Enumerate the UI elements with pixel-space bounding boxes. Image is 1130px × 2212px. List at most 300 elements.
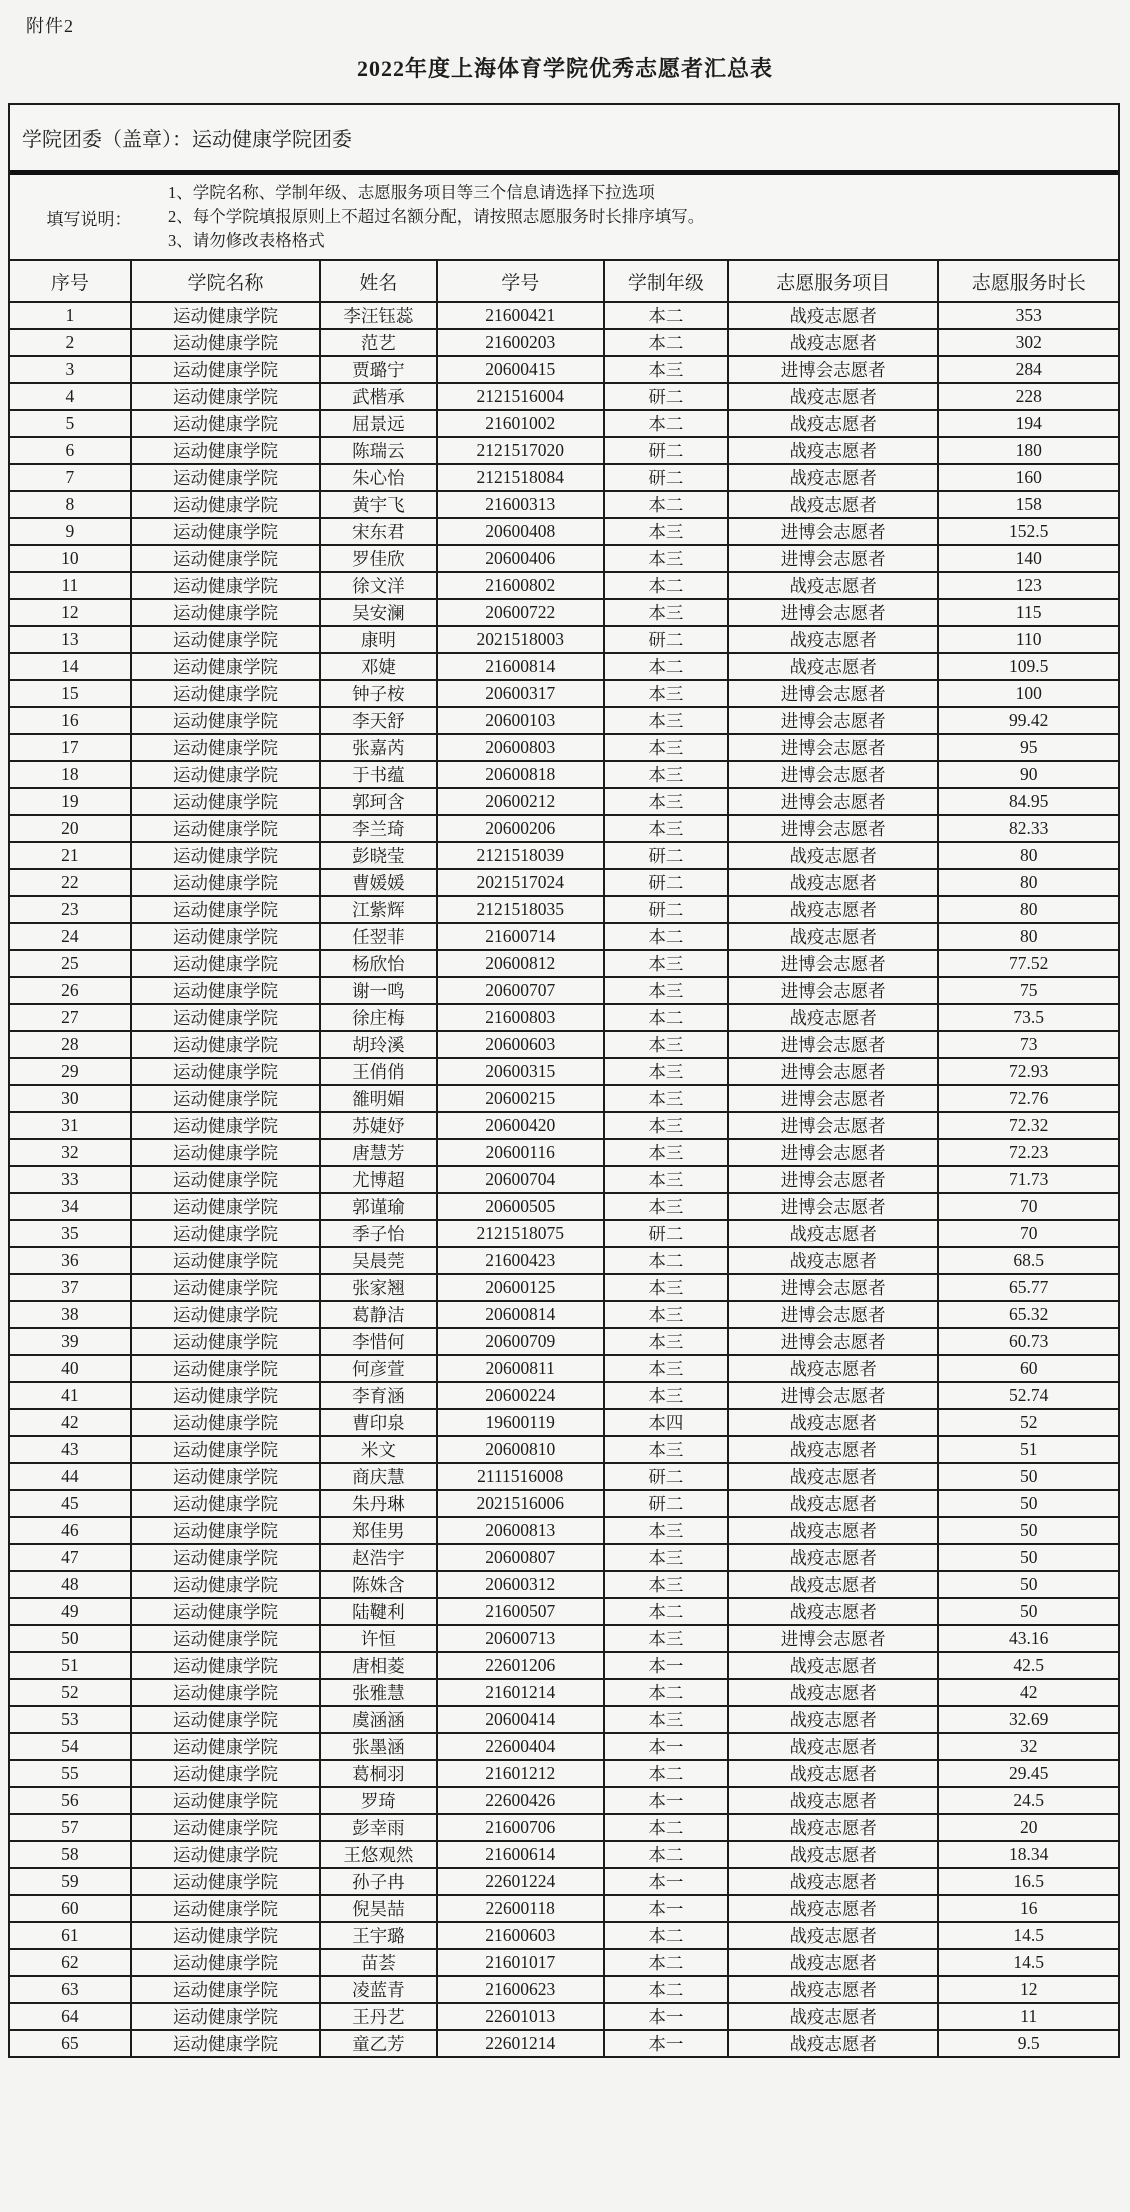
cell-name: 罗佳欣: [320, 545, 436, 572]
cell-college: 运动健康学院: [131, 1328, 320, 1355]
cell-grade: 本三: [604, 356, 728, 383]
cell-grade: 本三: [604, 1625, 728, 1652]
attachment-label: 附件2: [26, 16, 74, 36]
cell-college: 运动健康学院: [131, 1004, 320, 1031]
cell-student-id: 20600408: [437, 518, 604, 545]
cell-hours: 9.5: [938, 2030, 1118, 2056]
table-row: [10, 1409, 1118, 1436]
cell-name: 范艺: [320, 329, 436, 356]
cell-no: 42: [10, 1409, 131, 1436]
cell-grade: 本二: [604, 1760, 728, 1787]
cell-name: 钟子桉: [320, 680, 436, 707]
cell-project: 进博会志愿者: [728, 977, 939, 1004]
cell-name: 杨欣怡: [320, 950, 436, 977]
cell-student-id: 2121518039: [437, 842, 604, 869]
cell-project: 战疫志愿者: [728, 329, 939, 356]
cell-project: 战疫志愿者: [728, 1571, 939, 1598]
cell-hours: 72.32: [938, 1112, 1118, 1139]
table-row: [10, 1517, 1118, 1544]
table-row: [10, 1058, 1118, 1085]
cell-hours: 50: [938, 1571, 1118, 1598]
volunteer-table: [10, 259, 1118, 2056]
cell-project: 战疫志愿者: [728, 869, 939, 896]
college-committee-stamp-text: 学院团委（盖章）：运动健康学院团委: [22, 129, 352, 151]
cell-no: 30: [10, 1085, 131, 1112]
cell-grade: 本二: [604, 923, 728, 950]
cell-student-id: 20600420: [437, 1112, 604, 1139]
cell-student-id: 20600505: [437, 1193, 604, 1220]
cell-grade: 本三: [604, 1544, 728, 1571]
cell-college: 运动健康学院: [131, 1841, 320, 1868]
cell-hours: 180: [938, 437, 1118, 464]
cell-name: 陈瑞云: [320, 437, 436, 464]
cell-no: 18: [10, 761, 131, 788]
cell-college: 运动健康学院: [131, 1355, 320, 1382]
cell-college: 运动健康学院: [131, 1274, 320, 1301]
cell-hours: 14.5: [938, 1922, 1118, 1949]
cell-hours: 110: [938, 626, 1118, 653]
cell-no: 55: [10, 1760, 131, 1787]
cell-hours: 75: [938, 977, 1118, 1004]
cell-student-id: 21600614: [437, 1841, 604, 1868]
cell-project: 战疫志愿者: [728, 491, 939, 518]
cell-project: 战疫志愿者: [728, 1220, 939, 1247]
cell-student-id: 20600116: [437, 1139, 604, 1166]
cell-name: 黄宇飞: [320, 491, 436, 518]
cell-project: 战疫志愿者: [728, 1760, 939, 1787]
table-row: [10, 1301, 1118, 1328]
cell-grade: 本二: [604, 1949, 728, 1976]
cell-hours: 82.33: [938, 815, 1118, 842]
cell-no: 54: [10, 1733, 131, 1760]
cell-project: 战疫志愿者: [728, 1787, 939, 1814]
cell-hours: 80: [938, 869, 1118, 896]
cell-hours: 100: [938, 680, 1118, 707]
cell-grade: 本二: [604, 329, 728, 356]
cell-name: 李育涵: [320, 1382, 436, 1409]
cell-student-id: 21600603: [437, 1922, 604, 1949]
cell-name: 胡玲溪: [320, 1031, 436, 1058]
table-header-row: [10, 260, 1118, 302]
cell-project: 战疫志愿者: [728, 464, 939, 491]
cell-name: 苗荟: [320, 1949, 436, 1976]
cell-college: 运动健康学院: [131, 950, 320, 977]
cell-project: 战疫志愿者: [728, 410, 939, 437]
summary-sheet: [8, 103, 1120, 2058]
table-row: [10, 302, 1118, 329]
cell-no: 11: [10, 572, 131, 599]
fill-instruction-item: 1、学院名称、学制年级、志愿服务项目等三个信息请选择下拉选项: [168, 183, 655, 203]
column-header-project: 志愿服务项目: [728, 260, 939, 302]
cell-student-id: 2121518075: [437, 1220, 604, 1247]
cell-project: 战疫志愿者: [728, 1949, 939, 1976]
cell-no: 57: [10, 1814, 131, 1841]
cell-college: 运动健康学院: [131, 1760, 320, 1787]
table-row: [10, 545, 1118, 572]
cell-hours: 160: [938, 464, 1118, 491]
table-row: [10, 1031, 1118, 1058]
cell-no: 43: [10, 1436, 131, 1463]
cell-college: 运动健康学院: [131, 1247, 320, 1274]
cell-grade: 本三: [604, 707, 728, 734]
cell-college: 运动健康学院: [131, 1733, 320, 1760]
cell-hours: 50: [938, 1598, 1118, 1625]
cell-project: 进博会志愿者: [728, 1085, 939, 1112]
cell-student-id: 20600415: [437, 356, 604, 383]
cell-project: 战疫志愿者: [728, 1544, 939, 1571]
table-row: [10, 1895, 1118, 1922]
table-row: [10, 2030, 1118, 2056]
cell-no: 15: [10, 680, 131, 707]
cell-college: 运动健康学院: [131, 1949, 320, 1976]
cell-no: 37: [10, 1274, 131, 1301]
cell-name: 贾璐宁: [320, 356, 436, 383]
cell-name: 唐慧芳: [320, 1139, 436, 1166]
cell-name: 苏婕妤: [320, 1112, 436, 1139]
cell-grade: 本三: [604, 545, 728, 572]
cell-no: 27: [10, 1004, 131, 1031]
cell-name: 宋东君: [320, 518, 436, 545]
cell-grade: 本三: [604, 1517, 728, 1544]
cell-student-id: 2121518035: [437, 896, 604, 923]
cell-college: 运动健康学院: [131, 437, 320, 464]
cell-student-id: 22601206: [437, 1652, 604, 1679]
cell-grade: 研二: [604, 869, 728, 896]
cell-student-id: 20600722: [437, 599, 604, 626]
cell-grade: 本三: [604, 1436, 728, 1463]
college-committee-stamp-row: [10, 105, 1118, 175]
cell-project: 进博会志愿者: [728, 1328, 939, 1355]
cell-project: 战疫志愿者: [728, 1679, 939, 1706]
cell-student-id: 22601214: [437, 2030, 604, 2056]
cell-no: 65: [10, 2030, 131, 2056]
table-row: [10, 788, 1118, 815]
cell-grade: 本三: [604, 1139, 728, 1166]
table-row: [10, 1571, 1118, 1598]
cell-student-id: 20600224: [437, 1382, 604, 1409]
cell-hours: 228: [938, 383, 1118, 410]
cell-name: 徐文洋: [320, 572, 436, 599]
fill-instructions-row: [10, 175, 1118, 259]
cell-project: 战疫志愿者: [728, 842, 939, 869]
cell-student-id: 2021516006: [437, 1490, 604, 1517]
table-row: [10, 1004, 1118, 1031]
cell-no: 12: [10, 599, 131, 626]
cell-college: 运动健康学院: [131, 1166, 320, 1193]
cell-project: 战疫志愿者: [728, 1814, 939, 1841]
table-row: [10, 1706, 1118, 1733]
cell-hours: 43.16: [938, 1625, 1118, 1652]
table-row: [10, 1436, 1118, 1463]
cell-name: 张嘉芮: [320, 734, 436, 761]
cell-project: 进博会志愿者: [728, 761, 939, 788]
cell-college: 运动健康学院: [131, 1976, 320, 2003]
cell-hours: 52: [938, 1409, 1118, 1436]
cell-college: 运动健康学院: [131, 1436, 320, 1463]
cell-student-id: 20600812: [437, 950, 604, 977]
cell-student-id: 21601212: [437, 1760, 604, 1787]
cell-project: 战疫志愿者: [728, 1355, 939, 1382]
cell-grade: 本三: [604, 761, 728, 788]
cell-no: 56: [10, 1787, 131, 1814]
cell-project: 战疫志愿者: [728, 1004, 939, 1031]
cell-college: 运动健康学院: [131, 1895, 320, 1922]
cell-no: 13: [10, 626, 131, 653]
cell-student-id: 20600704: [437, 1166, 604, 1193]
fill-instructions-list: [168, 181, 704, 253]
cell-grade: 本一: [604, 1787, 728, 1814]
cell-no: 21: [10, 842, 131, 869]
cell-no: 61: [10, 1922, 131, 1949]
cell-hours: 42: [938, 1679, 1118, 1706]
cell-grade: 本三: [604, 734, 728, 761]
cell-name: 罗琦: [320, 1787, 436, 1814]
cell-student-id: 20600814: [437, 1301, 604, 1328]
cell-college: 运动健康学院: [131, 788, 320, 815]
cell-student-id: 20600317: [437, 680, 604, 707]
cell-project: 战疫志愿者: [728, 1463, 939, 1490]
cell-no: 2: [10, 329, 131, 356]
cell-no: 58: [10, 1841, 131, 1868]
cell-grade: 本四: [604, 1409, 728, 1436]
cell-student-id: 20600414: [437, 1706, 604, 1733]
cell-hours: 16.5: [938, 1868, 1118, 1895]
cell-name: 虞涵涵: [320, 1706, 436, 1733]
cell-college: 运动健康学院: [131, 815, 320, 842]
table-row: [10, 1247, 1118, 1274]
cell-grade: 本三: [604, 1085, 728, 1112]
cell-student-id: 20600603: [437, 1031, 604, 1058]
cell-hours: 80: [938, 842, 1118, 869]
cell-no: 1: [10, 302, 131, 329]
cell-college: 运动健康学院: [131, 1598, 320, 1625]
cell-college: 运动健康学院: [131, 761, 320, 788]
cell-hours: 84.95: [938, 788, 1118, 815]
cell-no: 48: [10, 1571, 131, 1598]
cell-no: 59: [10, 1868, 131, 1895]
cell-college: 运动健康学院: [131, 1058, 320, 1085]
cell-project: 战疫志愿者: [728, 572, 939, 599]
cell-grade: 本一: [604, 1868, 728, 1895]
cell-college: 运动健康学院: [131, 626, 320, 653]
cell-project: 进博会志愿者: [728, 518, 939, 545]
table-row: [10, 626, 1118, 653]
cell-hours: 72.23: [938, 1139, 1118, 1166]
cell-project: 战疫志愿者: [728, 437, 939, 464]
cell-grade: 本二: [604, 1004, 728, 1031]
cell-project: 进博会志愿者: [728, 545, 939, 572]
cell-no: 34: [10, 1193, 131, 1220]
cell-no: 10: [10, 545, 131, 572]
cell-college: 运动健康学院: [131, 572, 320, 599]
cell-college: 运动健康学院: [131, 680, 320, 707]
cell-college: 运动健康学院: [131, 1301, 320, 1328]
cell-project: 战疫志愿者: [728, 626, 939, 653]
cell-project: 进博会志愿者: [728, 1031, 939, 1058]
cell-no: 40: [10, 1355, 131, 1382]
cell-hours: 140: [938, 545, 1118, 572]
cell-hours: 51: [938, 1436, 1118, 1463]
cell-name: 王悠观然: [320, 1841, 436, 1868]
cell-project: 进博会志愿者: [728, 788, 939, 815]
cell-college: 运动健康学院: [131, 2030, 320, 2056]
cell-student-id: 20600807: [437, 1544, 604, 1571]
table-row: [10, 572, 1118, 599]
cell-grade: 研二: [604, 464, 728, 491]
cell-student-id: 2021518003: [437, 626, 604, 653]
cell-college: 运动健康学院: [131, 1382, 320, 1409]
column-header-college: 学院名称: [131, 260, 320, 302]
table-row: [10, 680, 1118, 707]
cell-no: 49: [10, 1598, 131, 1625]
cell-student-id: 22601013: [437, 2003, 604, 2030]
cell-no: 5: [10, 410, 131, 437]
cell-hours: 11: [938, 2003, 1118, 2030]
cell-project: 进博会志愿者: [728, 680, 939, 707]
cell-student-id: 21601017: [437, 1949, 604, 1976]
cell-name: 吴安澜: [320, 599, 436, 626]
cell-grade: 本一: [604, 1652, 728, 1679]
cell-grade: 本一: [604, 2030, 728, 2056]
cell-project: 战疫志愿者: [728, 1922, 939, 1949]
cell-project: 战疫志愿者: [728, 1652, 939, 1679]
table-row: [10, 1328, 1118, 1355]
cell-no: 62: [10, 1949, 131, 1976]
cell-name: 商庆慧: [320, 1463, 436, 1490]
cell-student-id: 20600206: [437, 815, 604, 842]
cell-grade: 本三: [604, 1328, 728, 1355]
cell-name: 谢一鸣: [320, 977, 436, 1004]
cell-hours: 16: [938, 1895, 1118, 1922]
cell-college: 运动健康学院: [131, 1085, 320, 1112]
table-row: [10, 761, 1118, 788]
cell-grade: 本二: [604, 1247, 728, 1274]
cell-name: 康明: [320, 626, 436, 653]
cell-project: 战疫志愿者: [728, 383, 939, 410]
cell-college: 运动健康学院: [131, 491, 320, 518]
table-row: [10, 329, 1118, 356]
cell-hours: 80: [938, 923, 1118, 950]
cell-no: 52: [10, 1679, 131, 1706]
table-row: [10, 842, 1118, 869]
cell-project: 战疫志愿者: [728, 1733, 939, 1760]
table-row: [10, 410, 1118, 437]
cell-student-id: 20600813: [437, 1517, 604, 1544]
table-row: [10, 1139, 1118, 1166]
cell-college: 运动健康学院: [131, 1112, 320, 1139]
table-row: [10, 1166, 1118, 1193]
table-row: [10, 815, 1118, 842]
cell-name: 许恒: [320, 1625, 436, 1652]
cell-student-id: 21600507: [437, 1598, 604, 1625]
cell-name: 邓婕: [320, 653, 436, 680]
cell-hours: 99.42: [938, 707, 1118, 734]
cell-college: 运动健康学院: [131, 896, 320, 923]
cell-student-id: 20600125: [437, 1274, 604, 1301]
cell-college: 运动健康学院: [131, 1868, 320, 1895]
cell-no: 9: [10, 518, 131, 545]
cell-project: 进博会志愿者: [728, 1382, 939, 1409]
cell-grade: 本三: [604, 1301, 728, 1328]
cell-name: 武楷承: [320, 383, 436, 410]
table-row: [10, 1949, 1118, 1976]
table-row: [10, 1382, 1118, 1409]
cell-no: 51: [10, 1652, 131, 1679]
cell-no: 25: [10, 950, 131, 977]
cell-project: 进博会志愿者: [728, 1058, 939, 1085]
cell-no: 53: [10, 1706, 131, 1733]
cell-name: 李汪钰蕊: [320, 302, 436, 329]
column-header-hours: 志愿服务时长: [938, 260, 1118, 302]
cell-name: 葛桐羽: [320, 1760, 436, 1787]
cell-grade: 本三: [604, 680, 728, 707]
cell-name: 任翌菲: [320, 923, 436, 950]
cell-college: 运动健康学院: [131, 329, 320, 356]
cell-student-id: 21600203: [437, 329, 604, 356]
table-row: [10, 491, 1118, 518]
cell-grade: 本三: [604, 1571, 728, 1598]
cell-student-id: 21600421: [437, 302, 604, 329]
cell-project: 战疫志愿者: [728, 1706, 939, 1733]
cell-project: 进博会志愿者: [728, 1139, 939, 1166]
cell-no: 4: [10, 383, 131, 410]
cell-name: 徐庄梅: [320, 1004, 436, 1031]
table-row: [10, 1841, 1118, 1868]
cell-grade: 本二: [604, 1976, 728, 2003]
table-row: [10, 896, 1118, 923]
cell-name: 张雅慧: [320, 1679, 436, 1706]
cell-hours: 109.5: [938, 653, 1118, 680]
cell-grade: 本三: [604, 599, 728, 626]
cell-grade: 本二: [604, 653, 728, 680]
cell-grade: 本三: [604, 1112, 728, 1139]
cell-name: 王宇璐: [320, 1922, 436, 1949]
table-row: [10, 1490, 1118, 1517]
cell-no: 50: [10, 1625, 131, 1652]
cell-hours: 20: [938, 1814, 1118, 1841]
cell-student-id: 21600714: [437, 923, 604, 950]
cell-hours: 52.74: [938, 1382, 1118, 1409]
cell-grade: 研二: [604, 1463, 728, 1490]
cell-college: 运动健康学院: [131, 410, 320, 437]
cell-name: 江紫辉: [320, 896, 436, 923]
cell-no: 39: [10, 1328, 131, 1355]
cell-project: 进博会志愿者: [728, 950, 939, 977]
cell-no: 31: [10, 1112, 131, 1139]
cell-name: 彭晓莹: [320, 842, 436, 869]
cell-name: 赵浩宇: [320, 1544, 436, 1571]
cell-student-id: 2121518084: [437, 464, 604, 491]
cell-name: 朱心怡: [320, 464, 436, 491]
cell-name: 李惜何: [320, 1328, 436, 1355]
cell-student-id: 2111516008: [437, 1463, 604, 1490]
cell-college: 运动健康学院: [131, 707, 320, 734]
cell-project: 战疫志愿者: [728, 1247, 939, 1274]
cell-no: 29: [10, 1058, 131, 1085]
table-row: [10, 383, 1118, 410]
table-row: [10, 950, 1118, 977]
cell-name: 张墨涵: [320, 1733, 436, 1760]
cell-no: 47: [10, 1544, 131, 1571]
cell-student-id: 2021517024: [437, 869, 604, 896]
cell-project: 战疫志愿者: [728, 896, 939, 923]
cell-no: 63: [10, 1976, 131, 2003]
cell-hours: 68.5: [938, 1247, 1118, 1274]
cell-no: 19: [10, 788, 131, 815]
cell-college: 运动健康学院: [131, 842, 320, 869]
table-row: [10, 1976, 1118, 2003]
cell-grade: 本一: [604, 2003, 728, 2030]
